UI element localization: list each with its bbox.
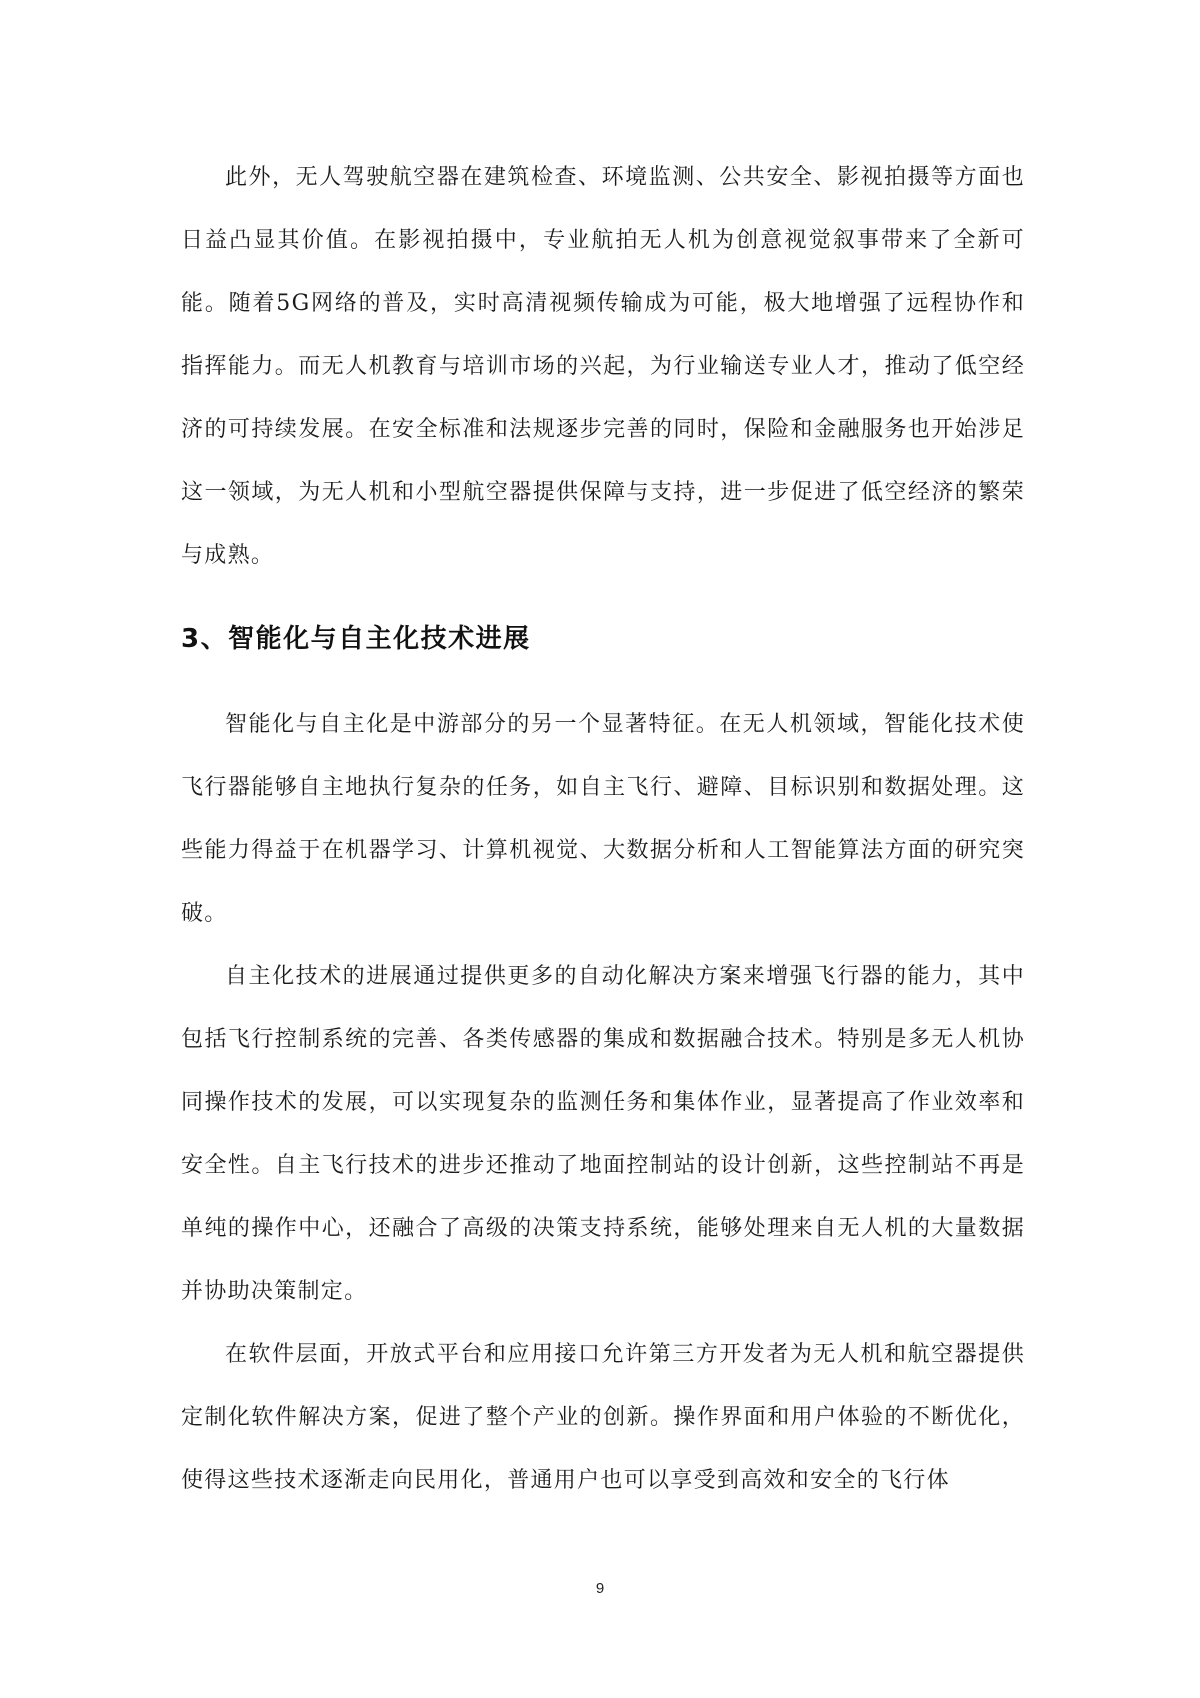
section-heading: 3、智能化与自主化技术进展 [181, 624, 531, 654]
paragraph-2: 智能化与自主化是中游部分的另一个显著特征。在无人机领域，智能化技术使飞行器能够自主地执行复杂的任务，如自主飞行、避障、目标识别和数据处理。这些能力得益于在机器学习、计算机视觉、大数据分析和人工智能算法方面的研究突破。 [181, 712, 1025, 926]
paragraph-1: 此外，无人驾驶航空器在建筑检查、环境监测、公共安全、影视拍摄等方面也日益凸显其价值。在影视拍摄中，专业航拍无人机为创意视觉叙事带来了全新可能。随着5G网络的普及，实时高清视频传输成为可能，极大地增强了远程协作和指挥能力。而无人机教育与培训市场的兴起，为行业输送专业人才，推动了低空经济的可持续发展。在安全标准和法规逐步完善的同时，保险和金融服务也开始涉足这一领域，为无人机和小型航空器提供保障与支持，进一步促进了低空经济的繁荣与成熟。 [181, 165, 1025, 568]
paragraph-4: 在软件层面，开放式平台和应用接口允许第三方开发者为无人机和航空器提供定制化软件解决方案，促进了整个产业的创新。操作界面和用户体验的不断优化，使得这些技术逐渐走向民用化，普通用户也可以享受到高效和安全的飞行体 [181, 1342, 1025, 1493]
paragraph-3: 自主化技术的进展通过提供更多的自动化解决方案来增强飞行器的能力，其中包括飞行控制系统的完善、各类传感器的集成和数据融合技术。特别是多无人机协同操作技术的发展，可以实现复杂的监测任务和集体作业，显著提高了作业效率和安全性。自主飞行技术的进步还推动了地面控制站的设计创新，这些控制站不再是单纯的操作中心，还融合了高级的决策支持系统，能够处理来自无人机的大量数据并协助决策制定。 [181, 964, 1025, 1304]
page-content [181, 146, 1025, 1512]
page-number: 9 [595, 1580, 605, 1597]
